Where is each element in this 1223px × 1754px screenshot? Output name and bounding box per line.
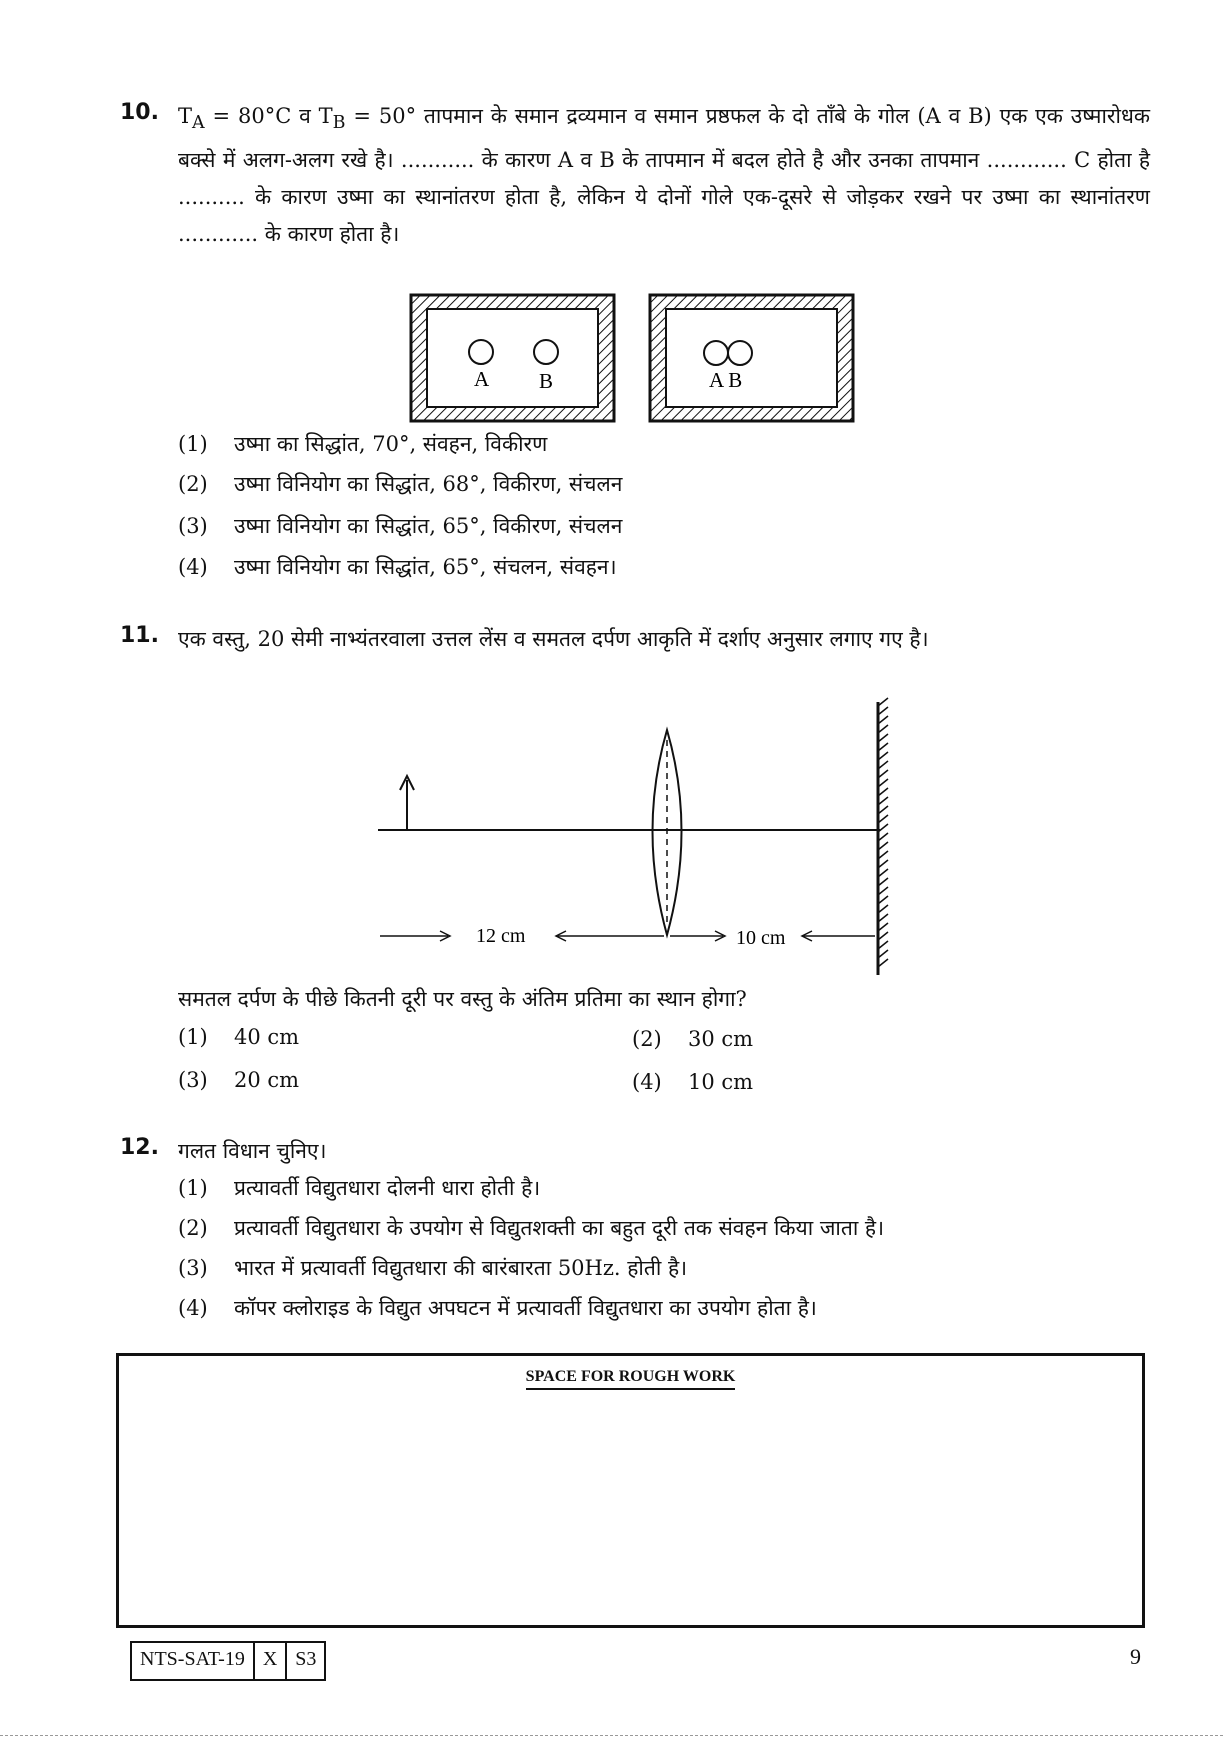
label-b: B (539, 369, 554, 393)
question-text: एक वस्तु, 20 सेमी नाभ्यंतरवाला उत्तल लेंस व समतल दर्पण आकृति में दर्शाए अनुसार लगाए गए है। (178, 627, 929, 651)
question-number: 12. (120, 1135, 159, 1160)
option-3: (3) उष्मा विनियोग का सिद्धांत, 65°, विकीरण, संचलन (178, 514, 623, 538)
question-text: गलत विधान चुनिए। (178, 1139, 327, 1163)
set-code: S3 (295, 1648, 317, 1670)
option-4: (4) उष्मा विनियोग का सिद्धांत, 65°, संचलन, संवहन। (178, 555, 617, 579)
insulated-box-joined (650, 295, 853, 421)
insulated-box-separate (411, 295, 614, 421)
question-text: $T_A = 80^\circ C$ व $T_B = 50^\circ$ तापमान के समान द्रव्यमान व समान प्रष्ठफल के दो ताँबे के गोल (A व B) एक एक उष्मारोधक बक्से में अलग-अलग रखे है। ........... के कारण A व B के तापमान में बदल होते है और उनका तापमान ............ C होता है .......... के कारण उष्मा का स्थानांतरण होता है, लेकिन ये दोनों गोले एक-दूसरे से जोड़कर रखने पर उष्मा का स्थानांतरण ............ के कारण होता है। (178, 104, 1150, 247)
question-number: 11. (120, 623, 159, 648)
page-number: 9 (1130, 1644, 1141, 1669)
paper-code-box (130, 1641, 326, 1681)
rough-work-box (116, 1353, 1145, 1628)
label-a: A (474, 367, 490, 391)
lens-mirror-figure (370, 690, 890, 990)
label-ab: A B (709, 368, 743, 392)
option-3: (3) भारत में प्रत्यावर्ती विद्युतधारा की बारंबारता 50Hz. होती है। (178, 1256, 688, 1280)
plane-mirror (878, 698, 888, 975)
convex-lens (653, 730, 682, 935)
option-2: (2) 30 cm (632, 1027, 754, 1051)
option-3: (3) 20 cm (178, 1068, 300, 1092)
option-4: (4) 10 cm (632, 1070, 754, 1094)
question-12 (120, 1135, 1150, 1175)
question-11-prompt: समतल दर्पण के पीछे कितनी दूरी पर वस्तु के अंतिम प्रतिमा का स्थान होगा? (178, 987, 747, 1011)
object-arrow (400, 776, 414, 830)
label-10cm: 10 cm (736, 927, 786, 949)
option-1: (1) प्रत्यावर्ती विद्युतधारा दोलनी धारा होती है। (178, 1176, 541, 1200)
option-1: (1) उष्मा का सिद्धांत, 70°, संवहन, विकीरण (178, 432, 548, 456)
option-2: (2) उष्मा विनियोग का सिद्धांत, 68°, विकीरण, संचलन (178, 472, 623, 496)
rough-work-title: SPACE FOR ROUGH WORK (526, 1368, 736, 1390)
page-edge-rule (0, 1735, 1223, 1736)
class-code: X (255, 1643, 287, 1679)
option-4: (4) कॉपर क्लोराइड के विद्युत अपघटन में प्रत्यावर्ती विद्युतधारा का उपयोग होता है। (178, 1296, 817, 1320)
paper-code: NTS-SAT-19 (132, 1643, 255, 1679)
insulated-boxes-figure (405, 290, 865, 430)
label-12cm: 12 cm (476, 925, 526, 947)
question-number: 10. (120, 100, 159, 125)
distance-marker-10cm (670, 927, 875, 949)
option-2: (2) प्रत्यावर्ती विद्युतधारा के उपयोग से विद्युतशक्ती का बहुत दूरी तक संवहन किया जाता है। (178, 1216, 885, 1240)
option-1: (1) 40 cm (178, 1025, 300, 1049)
distance-marker-12cm (380, 925, 664, 947)
